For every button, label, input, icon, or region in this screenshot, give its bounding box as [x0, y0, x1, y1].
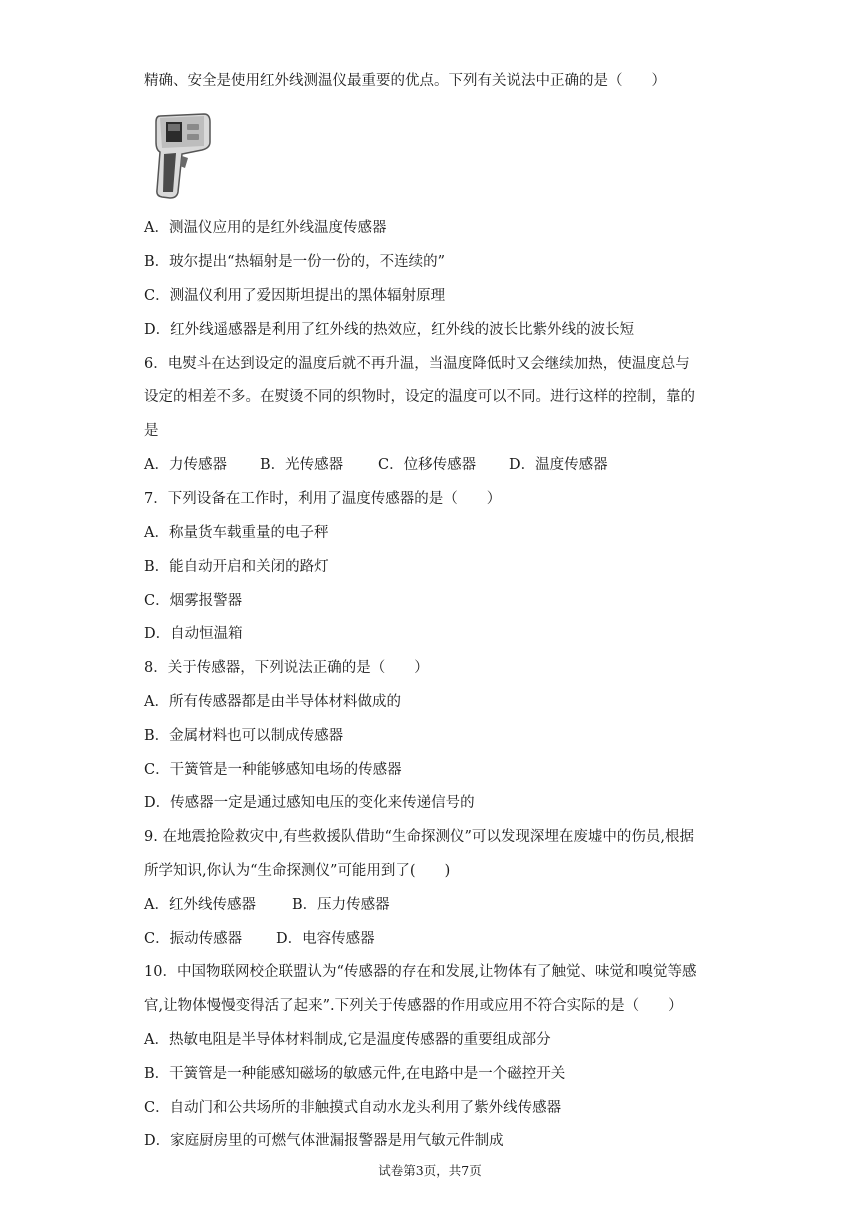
q6-option-d: D．温度传感器: [509, 457, 608, 473]
q6-stem-line-1: 6．电熨斗在达到设定的温度后就不再升温，当温度降低时又会继续加热，使温度总与: [144, 356, 690, 372]
q10-stem-line-1: 10．中国物联网校企联盟认为“传感器的存在和发展,让物体有了触觉、味觉和嗅觉等感: [144, 964, 697, 980]
q9-option-b: B．压力传感器: [292, 897, 390, 913]
q9-option-d: D．电容传感器: [276, 931, 375, 947]
q8-option-c: C．干簧管是一种能够感知电场的传感器: [144, 762, 402, 778]
q10-option-d: D．家庭厨房里的可燃气体泄漏报警器是用气敏元件制成: [144, 1133, 504, 1149]
q7-stem: 7．下列设备在工作时，利用了温度传感器的是（ ）: [144, 491, 502, 507]
q6-stem-line-2: 设定的相差不多。在熨烫不同的织物时，设定的温度可以不同。进行这样的控制，靠的: [144, 389, 695, 405]
q9-stem-line-2: 所学知识,你认为“生命探测仪”可能用到了( ): [144, 863, 451, 879]
q7-option-d: D．自动恒温箱: [144, 626, 243, 642]
q9-option-c: C．振动传感器: [144, 931, 243, 947]
q8-option-a: A．所有传感器都是由半导体材料做成的: [144, 694, 401, 710]
q6-option-a: A．力传感器: [144, 457, 227, 473]
q6-option-c: C．位移传感器: [378, 457, 477, 473]
q10-option-a: A．热敏电阻是半导体材料制成,它是温度传感器的重要组成部分: [144, 1032, 551, 1048]
q5-option-c: C．测温仪利用了爱因斯坦提出的黑体辐射原理: [144, 288, 446, 304]
infrared-thermometer-icon: [152, 108, 214, 200]
q7-option-a: A．称量货车载重量的电子秤: [144, 525, 329, 541]
q10-stem-line-2: 官,让物体慢慢变得活了起来”.下列关于传感器的作用或应用不符合实际的是（ ）: [144, 998, 683, 1014]
page-footer: 试卷第3页，共7页: [378, 1163, 482, 1178]
q8-option-d: D．传感器一定是通过感知电压的变化来传递信号的: [144, 795, 475, 811]
q10-option-b: B．干簧管是一种能感知磁场的敏感元件,在电路中是一个磁控开关: [144, 1066, 566, 1082]
q5-stem: 精确、安全是使用红外线测温仪最重要的优点。下列有关说法中正确的是（ ）: [144, 73, 666, 89]
q9-options-row-2: [144, 929, 375, 949]
q5-option-a: A．测温仪应用的是红外线温度传感器: [144, 220, 387, 236]
q7-option-c: C．烟雾报警器: [144, 593, 243, 609]
q9-option-a: A．红外线传感器: [144, 897, 256, 913]
q9-stem-line-1: 9. 在地震抢险救灾中,有些救援队借助“生命探测仪”可以发现深埋在废墟中的伤员,根据: [144, 829, 694, 845]
q5-option-b: B．玻尔提出“热辐射是一份一份的，不连续的”: [144, 254, 445, 270]
q10-option-c: C．自动门和公共场所的非触摸式自动水龙头利用了紫外线传感器: [144, 1100, 562, 1116]
q5-option-d: D．红外线遥感器是利用了红外线的热效应，红外线的波长比紫外线的波长短: [144, 322, 635, 338]
q9-options-row-1: [144, 895, 390, 915]
q7-option-b: B．能自动开启和关闭的路灯: [144, 559, 329, 575]
q6-stem-line-3: 是: [144, 423, 159, 439]
q6-option-b: B．光传感器: [260, 457, 344, 473]
q6-options-row: [144, 455, 608, 475]
q8-option-b: B．金属材料也可以制成传感器: [144, 728, 344, 744]
q8-stem: 8．关于传感器，下列说法正确的是（ ）: [144, 660, 429, 676]
